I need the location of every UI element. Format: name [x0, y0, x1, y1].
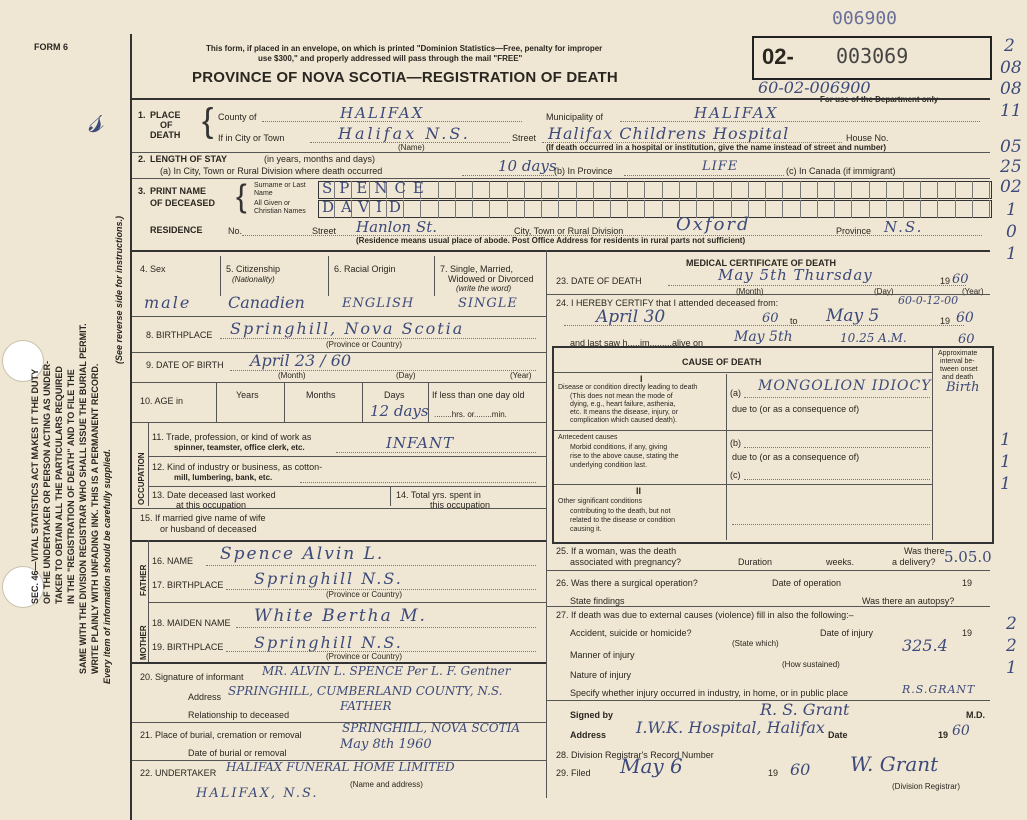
street-label-1: Street	[512, 133, 537, 143]
other-4: causing it.	[570, 526, 602, 533]
q25-label: 25. If a woman, was the death	[556, 546, 677, 556]
d23-label: 23. DATE OF DEATH	[556, 276, 642, 286]
occ-14-label: 14. Total yrs. spent in	[396, 490, 481, 500]
signed-value: R. S. Grant	[760, 700, 850, 719]
c24-alive-yr: 60	[958, 332, 975, 347]
margin-num-11: 1	[1000, 452, 1011, 472]
mother-birth-sub: (Province or Country)	[326, 652, 403, 661]
sex-value: male	[144, 293, 192, 312]
age-col-2	[284, 382, 285, 422]
undertaker-sub: (Name and address)	[350, 780, 423, 789]
cause-roman-1: I	[640, 374, 643, 384]
s1-brace: {	[202, 102, 214, 140]
mother-side-label: MOTHER	[139, 625, 148, 660]
nature-label: Nature of injury	[570, 670, 632, 680]
cause-b-due: due to (or as a consequence of)	[732, 452, 860, 462]
residence-province-label: Province	[836, 226, 872, 236]
county-line	[262, 121, 522, 122]
filed-value: May 6	[620, 754, 683, 778]
county-value: HALIFAX	[340, 104, 425, 122]
city-value: Halifax N.S.	[338, 124, 471, 143]
residence-no-label: No.	[228, 226, 243, 236]
s2-rule	[132, 178, 990, 179]
c24-from: April 30	[596, 307, 666, 327]
surname-label: Surname or Last Name	[254, 182, 306, 197]
sex-label: 4. Sex	[140, 264, 166, 274]
s2-line-b: (b) In Province	[554, 166, 613, 176]
residence-label: RESIDENCE	[150, 225, 203, 235]
occ-11-value: INFANT	[386, 434, 455, 452]
mother-birth-value: Springhill N.S.	[254, 633, 403, 652]
municipality-value: HALIFAX	[694, 104, 779, 122]
s1-label-of: OF	[160, 120, 173, 130]
q25-delivery2: a delivery?	[892, 557, 936, 567]
p-rule-3	[132, 382, 546, 383]
md-label: M.D.	[966, 710, 985, 720]
informant-addr-value: SPRINGHILL, CUMBERLAND COUNTY, N.S.	[228, 684, 503, 698]
occ-11-label: 11. Trade, profession, or kind of work as	[152, 432, 312, 442]
dob-value: April 23 / 60	[250, 351, 352, 370]
occ-11-line	[336, 452, 536, 453]
surname-value: SPENCE	[322, 179, 431, 197]
relationship-label: Relationship to deceased	[188, 710, 290, 720]
d23-year-value: 60	[952, 272, 969, 287]
direct-3: dying, e.g., heart failure, asthenia,	[570, 401, 676, 408]
mother-name-value: White Bertha M.	[254, 606, 427, 626]
d23-day: (Day)	[874, 287, 894, 296]
antecedent-3: rise to the above cause, stating the	[570, 453, 679, 460]
filed29-label: 29. Filed	[556, 768, 591, 778]
residence-rule	[132, 250, 990, 252]
burial-place-label: 21. Place of burial, cremation or removal	[140, 730, 302, 740]
cause-a-line	[744, 397, 930, 398]
sidebar-line5: SAME WITH THE DIVISION REGISTRAR WHO SHALL ISSUE THE BURIAL PERMIT.	[78, 323, 88, 674]
wife-15-label: 15. If married give name of wife	[140, 513, 266, 523]
cause-rule-a	[554, 430, 932, 431]
date-yr: 19	[938, 730, 949, 740]
burial-date-value: May 8th 1960	[340, 737, 432, 752]
sidebar-line2: OF THE UNDERTAKER OR PERSON ACTING AS UNDER-	[42, 360, 52, 604]
municipality-label: Municipality of	[546, 112, 604, 122]
c24-alive-value: May 5th	[734, 329, 793, 345]
racial-label: 6. Racial Origin	[334, 264, 396, 274]
filed-yr: 60	[790, 760, 811, 779]
s2-line-b-dots	[624, 175, 784, 176]
cause-label-divider	[726, 374, 727, 540]
margin-num-3: 11	[1000, 101, 1022, 121]
c24-alive-time: 10.25 A.M.	[840, 331, 907, 345]
dob-line	[230, 370, 536, 371]
q25-weeks: weeks.	[826, 557, 855, 567]
col-divider-main	[546, 250, 547, 798]
antecedent-4: underlying condition last.	[570, 462, 648, 469]
cause-a-label: (a)	[730, 388, 741, 398]
residence-province-value: N.S.	[884, 218, 924, 236]
date-yr-value: 60	[952, 723, 970, 739]
occupation-side: OCCUPATION	[137, 452, 146, 505]
direct-1: Disease or condition directly leading to death	[558, 384, 698, 391]
s3-label-a: PRINT NAME	[150, 186, 206, 196]
informant-sig-value: MR. ALVIN L. SPENCE Per L. F. Gentner	[262, 664, 511, 678]
racial-value: ENGLISH	[342, 296, 415, 311]
margin-num-5: 25	[1000, 157, 1022, 177]
occ-14-sublabel: this occupation	[430, 500, 491, 510]
m-rule-26	[546, 606, 990, 607]
city-name-sub: (Name)	[398, 143, 425, 152]
wife-15-sublabel: or husband of deceased	[160, 524, 257, 534]
dob-month: (Month)	[278, 371, 306, 380]
citizenship-value: Canadien	[228, 293, 305, 312]
division-registrar: (Division Registrar)	[892, 782, 961, 791]
cause-b-label: (b)	[730, 438, 741, 448]
manner-label: Manner of injury	[570, 650, 635, 660]
residence-street-label: Street	[312, 226, 337, 236]
margin-num-7: 1	[1006, 200, 1017, 220]
cause-a-due: due to (or as a consequence of)	[732, 404, 860, 414]
occ-13-sublabel: at this occupation	[176, 500, 247, 510]
occ-rule-1	[148, 456, 546, 457]
relationship-value: FATHER	[340, 699, 392, 713]
marital-value: SINGLE	[458, 296, 518, 311]
mail-notice-line2: use $300," and properly addressed will pass through the mail "FREE"	[258, 54, 523, 63]
marital-label3: (write the word)	[456, 284, 512, 293]
margin-num-14: 2	[1006, 636, 1017, 656]
given-grid	[318, 200, 990, 218]
antecedent-1: Antecedent causes	[558, 434, 618, 441]
margin-num-0: 2	[1004, 36, 1015, 56]
address-label: Address	[570, 730, 607, 740]
direct-2: (This does not mean the mode of	[570, 393, 673, 400]
cause-rule-top	[554, 372, 932, 373]
approx-3: tween onset	[940, 366, 978, 373]
s2-value-a: 10 days	[498, 157, 557, 175]
other-line	[732, 524, 930, 525]
birthplace-line	[220, 338, 536, 339]
address-value: I.W.K. Hospital, Halifax	[636, 718, 825, 737]
q25-code: 5.05.0	[944, 548, 992, 566]
county-label: County of	[218, 112, 257, 122]
q25-delivery1: Was there	[904, 546, 945, 556]
other-1: Other significant conditions	[558, 498, 643, 505]
other-3: related to the disease or condition	[570, 517, 676, 524]
birthplace-label: 8. BIRTHPLACE	[146, 330, 213, 340]
mother-name-line	[236, 627, 536, 628]
d23-line	[668, 285, 966, 286]
injury-yr: 19	[962, 628, 973, 638]
s2-line-c: (c) In Canada (if immigrant)	[786, 166, 896, 176]
s1-label-place: PLACE	[150, 110, 181, 120]
sidebar-line8: (See reverse side for instructions.)	[114, 215, 124, 364]
rec28-label: 28. Division Registrar's Record Number	[556, 750, 714, 760]
registration-prefix: 02-	[762, 44, 794, 69]
undertaker-value: HALIFAX FUNERAL HOME LIMITED	[226, 760, 455, 774]
cause-rule-c	[554, 484, 932, 485]
other-2: contributing to the death, but not	[570, 508, 671, 515]
p-col-1	[220, 256, 221, 296]
cause-a-interval: Birth	[946, 380, 980, 395]
cause-a-value: MONGOLION IDIOCY	[758, 378, 932, 394]
d23-year: (Year)	[962, 287, 984, 296]
medical-title: MEDICAL CERTIFICATE OF DEATH	[686, 258, 836, 268]
father-birth-label: 17. BIRTHPLACE	[152, 580, 224, 590]
q25-duration: Duration	[738, 557, 773, 567]
margin-check-mark: 𝓈	[88, 96, 103, 142]
state-which: (State which)	[732, 639, 779, 648]
age-less2: ........hrs. or........min.	[434, 410, 507, 419]
age-col-3	[362, 382, 363, 422]
margin-num-15: 1	[1006, 658, 1017, 678]
mother-name-label: 18. MAIDEN NAME	[152, 618, 231, 628]
margin-num-12: 1	[1000, 474, 1011, 494]
antecedent-2: Morbid conditions, if any, giving	[570, 444, 668, 451]
margin-num-2: 08	[1000, 79, 1022, 99]
p-col-3	[434, 256, 435, 296]
s3-number: 3.	[138, 186, 146, 196]
manner-value: 325.4	[902, 636, 948, 655]
top-stamp-number: 006900	[832, 8, 898, 29]
q26-date: Date of operation	[772, 578, 842, 588]
c24-line	[564, 325, 964, 326]
margin-num-13: 2	[1006, 614, 1017, 634]
residence-street-value: Hanlon St.	[356, 218, 438, 236]
s2-line-a-dots	[462, 175, 554, 176]
date-injury-label: Date of injury	[820, 628, 874, 638]
s1-label-death: DEATH	[150, 130, 181, 140]
s2-label: LENGTH OF STAY	[150, 154, 228, 164]
given-value: DAVID	[322, 198, 408, 216]
occ-rule-2	[148, 486, 546, 487]
father-birth-sub: (Province or Country)	[326, 590, 403, 599]
municipality-line	[620, 121, 980, 122]
occ-13-label: 13. Date deceased last worked	[152, 490, 276, 500]
margin-num-1: 08	[1000, 58, 1022, 78]
approx-2: interval be-	[940, 358, 975, 365]
cause-c-label: (c)	[730, 470, 741, 480]
age-days-value: 12 days	[370, 402, 429, 420]
s1-number: 1.	[138, 110, 146, 120]
date-label: Date	[828, 730, 848, 740]
birthplace-sub: (Province or Country)	[326, 340, 403, 349]
age-label: 10. AGE in	[140, 396, 184, 406]
p-rule-4	[132, 422, 546, 423]
c24-label: 24. I HEREBY CERTIFY that I attended deceased from:	[556, 298, 779, 308]
burial-place-value: SPRINGHILL, NOVA SCOTIA	[342, 721, 521, 735]
occ-12-label: 12. Kind of industry or business, as cotton-	[152, 462, 323, 472]
burial-date-label: Date of burial or removal	[188, 748, 287, 758]
dob-year: (Year)	[510, 371, 532, 380]
signed-label: Signed by	[570, 710, 614, 720]
occ-13-14-divider	[390, 486, 391, 506]
form-number: FORM 6	[34, 42, 69, 52]
informant-sig-label: 20. Signature of informant	[140, 672, 244, 682]
d23-yr-prefix: 19	[940, 276, 951, 286]
s2-sub: (in years, months and days)	[264, 154, 376, 164]
cause-b-line	[744, 447, 930, 448]
s2-number: 2.	[138, 154, 146, 164]
d23-month: (Month)	[736, 287, 764, 296]
cause-interval-divider	[932, 348, 933, 540]
c24-to-label: to	[790, 316, 798, 326]
parent-mid-rule	[148, 602, 546, 603]
father-name-line	[206, 565, 536, 566]
registration-number: 003069	[836, 44, 909, 68]
accident-label: Accident, suicide or homicide?	[570, 628, 692, 638]
birthplace-value: Springhill, Nova Scotia	[230, 319, 465, 338]
s3-brace: {	[236, 178, 247, 214]
occ-rule-3	[132, 508, 546, 509]
c24-code: 60-0-12-00	[898, 294, 959, 307]
c24-from-yr: 60	[762, 311, 779, 326]
age-less1: If less than one day old	[432, 390, 525, 400]
q25-label2: associated with pregnancy?	[570, 557, 682, 567]
undertaker-city: HALIFAX, N.S.	[196, 786, 319, 801]
street-value-1: Halifax Childrens Hospital	[548, 124, 790, 143]
institution-note: (If death occurred in a hospital or institution, give the name instead of street and number)	[546, 143, 887, 152]
age-months: Months	[306, 390, 336, 400]
autopsy: Was there an autopsy?	[862, 596, 955, 606]
margin-num-10: 1	[1000, 430, 1011, 450]
form-title: PROVINCE OF NOVA SCOTIA—REGISTRATION OF DEATH	[192, 69, 618, 86]
signer-initials: R.S.GRANT	[902, 683, 976, 696]
s2-line-a: (a) In City, Town or Rural Division where death occurred	[160, 166, 383, 176]
sidebar-line3: TAKER TO OBTAIN ALL THE PARTICULARS REQUIRED	[54, 366, 64, 604]
mother-birth-label: 19. BIRTHPLACE	[152, 642, 224, 652]
cause-title: CAUSE OF DEATH	[682, 357, 762, 367]
direct-4: etc. It means the disease, injury, or	[570, 409, 679, 416]
margin-num-9: 1	[1006, 244, 1017, 264]
residence-city-value: Oxford	[676, 214, 751, 235]
age-col-1	[216, 382, 217, 422]
s2-value-b: LIFE	[702, 159, 739, 174]
q26-label: 26. Was there a surgical operation?	[556, 578, 698, 588]
p-col-2	[328, 256, 329, 296]
how-sustained: (How sustained)	[782, 660, 840, 669]
mail-notice-line1: This form, if placed in an envelope, on which is printed "Dominion Statistics—Free, penalty for improper	[206, 44, 603, 53]
age-days: Days	[384, 390, 405, 400]
department-number: 60-02-006900	[758, 78, 871, 97]
state-findings: State findings	[570, 596, 625, 606]
occ-12-sublabel: mill, lumbering, bank, etc.	[174, 473, 273, 482]
father-name-label: 16. NAME	[152, 556, 194, 566]
given-label: All Given or Christian Names	[254, 200, 306, 215]
sidebar-line4: IN THE "REGISTRATION OF DEATH" AND TO FILE THE	[66, 369, 76, 604]
direct-5: complication which caused death).	[570, 417, 678, 424]
undertaker-label: 22. UNDERTAKER	[140, 768, 217, 778]
filed-signature: W. Grant	[850, 752, 939, 776]
specify-label: Specify whether injury occurred in industry, in home, or in public place	[570, 688, 848, 698]
residence-city-label: City, Town or Rural Division	[514, 226, 624, 236]
sidebar-line7: Every item of information should be carefully supplied.	[102, 448, 112, 684]
approx-4: and death	[942, 374, 974, 381]
cause-roman-2: II	[636, 486, 642, 496]
sidebar-line6: WRITE PLAINLY WITH UNFADING INK. THIS IS A PERMANENT RECORD.	[90, 363, 100, 674]
father-birth-value: Springhill N.S.	[254, 569, 403, 588]
citizenship-sub: (Nationality)	[232, 275, 275, 284]
informant-addr-label: Address	[188, 692, 222, 702]
house-label: House No.	[846, 133, 889, 143]
s1-rule	[132, 152, 990, 153]
age-years: Years	[236, 390, 259, 400]
q27-label: 27. If death was due to external causes (violence) fill in also the following:–	[556, 610, 854, 620]
dob-day: (Day)	[396, 371, 416, 380]
city-label: If in City or Town	[218, 133, 285, 143]
father-name-value: Spence Alvin L.	[220, 544, 385, 564]
occ-side-divider	[148, 422, 149, 506]
margin-num-4: 05	[1000, 137, 1022, 157]
marital-label2: Widowed or Divorced	[448, 274, 534, 284]
c24-to: May 5	[826, 306, 880, 326]
p-rule-1	[132, 316, 546, 317]
dob-label: 9. DATE OF BIRTH	[146, 360, 224, 370]
q26-yr: 19	[962, 578, 973, 588]
sidebar-line1: SEC. 46—VITAL STATISTICS ACT MAKES IT THE DUTY	[30, 368, 40, 604]
d23-month-day: May 5th Thursday	[718, 266, 873, 284]
filed-yr-prefix: 19	[768, 768, 779, 778]
cause-c-line	[744, 479, 930, 480]
department-use-note: For use of the Department only	[820, 95, 939, 104]
residence-note: (Residence means usual place of abode. Post Office Address for residents in rural parts not sufficient)	[356, 236, 746, 245]
p-rule-5	[132, 540, 546, 542]
s3-label-b: OF DECEASED	[150, 198, 216, 208]
margin-num-6: 02	[1000, 177, 1022, 197]
c24-yr-prefix: 19	[940, 316, 951, 326]
father-side-label: FATHER	[139, 564, 148, 596]
citizenship-label: 5. Citizenship	[226, 264, 281, 274]
c24-alive-label: and last saw h.....im.........alive on	[570, 338, 704, 348]
marital-label1: 7. Single, Married,	[440, 264, 514, 274]
occ-12-line	[300, 482, 536, 483]
form-top-rule	[130, 98, 990, 100]
m-rule-25	[546, 570, 990, 571]
margin-num-8: 0	[1006, 222, 1017, 242]
c24-to-yr: 60	[956, 310, 974, 326]
approx-1: Approximate	[938, 350, 978, 357]
occ-11-sublabel: spinner, teamster, office clerk, etc.	[174, 443, 305, 452]
